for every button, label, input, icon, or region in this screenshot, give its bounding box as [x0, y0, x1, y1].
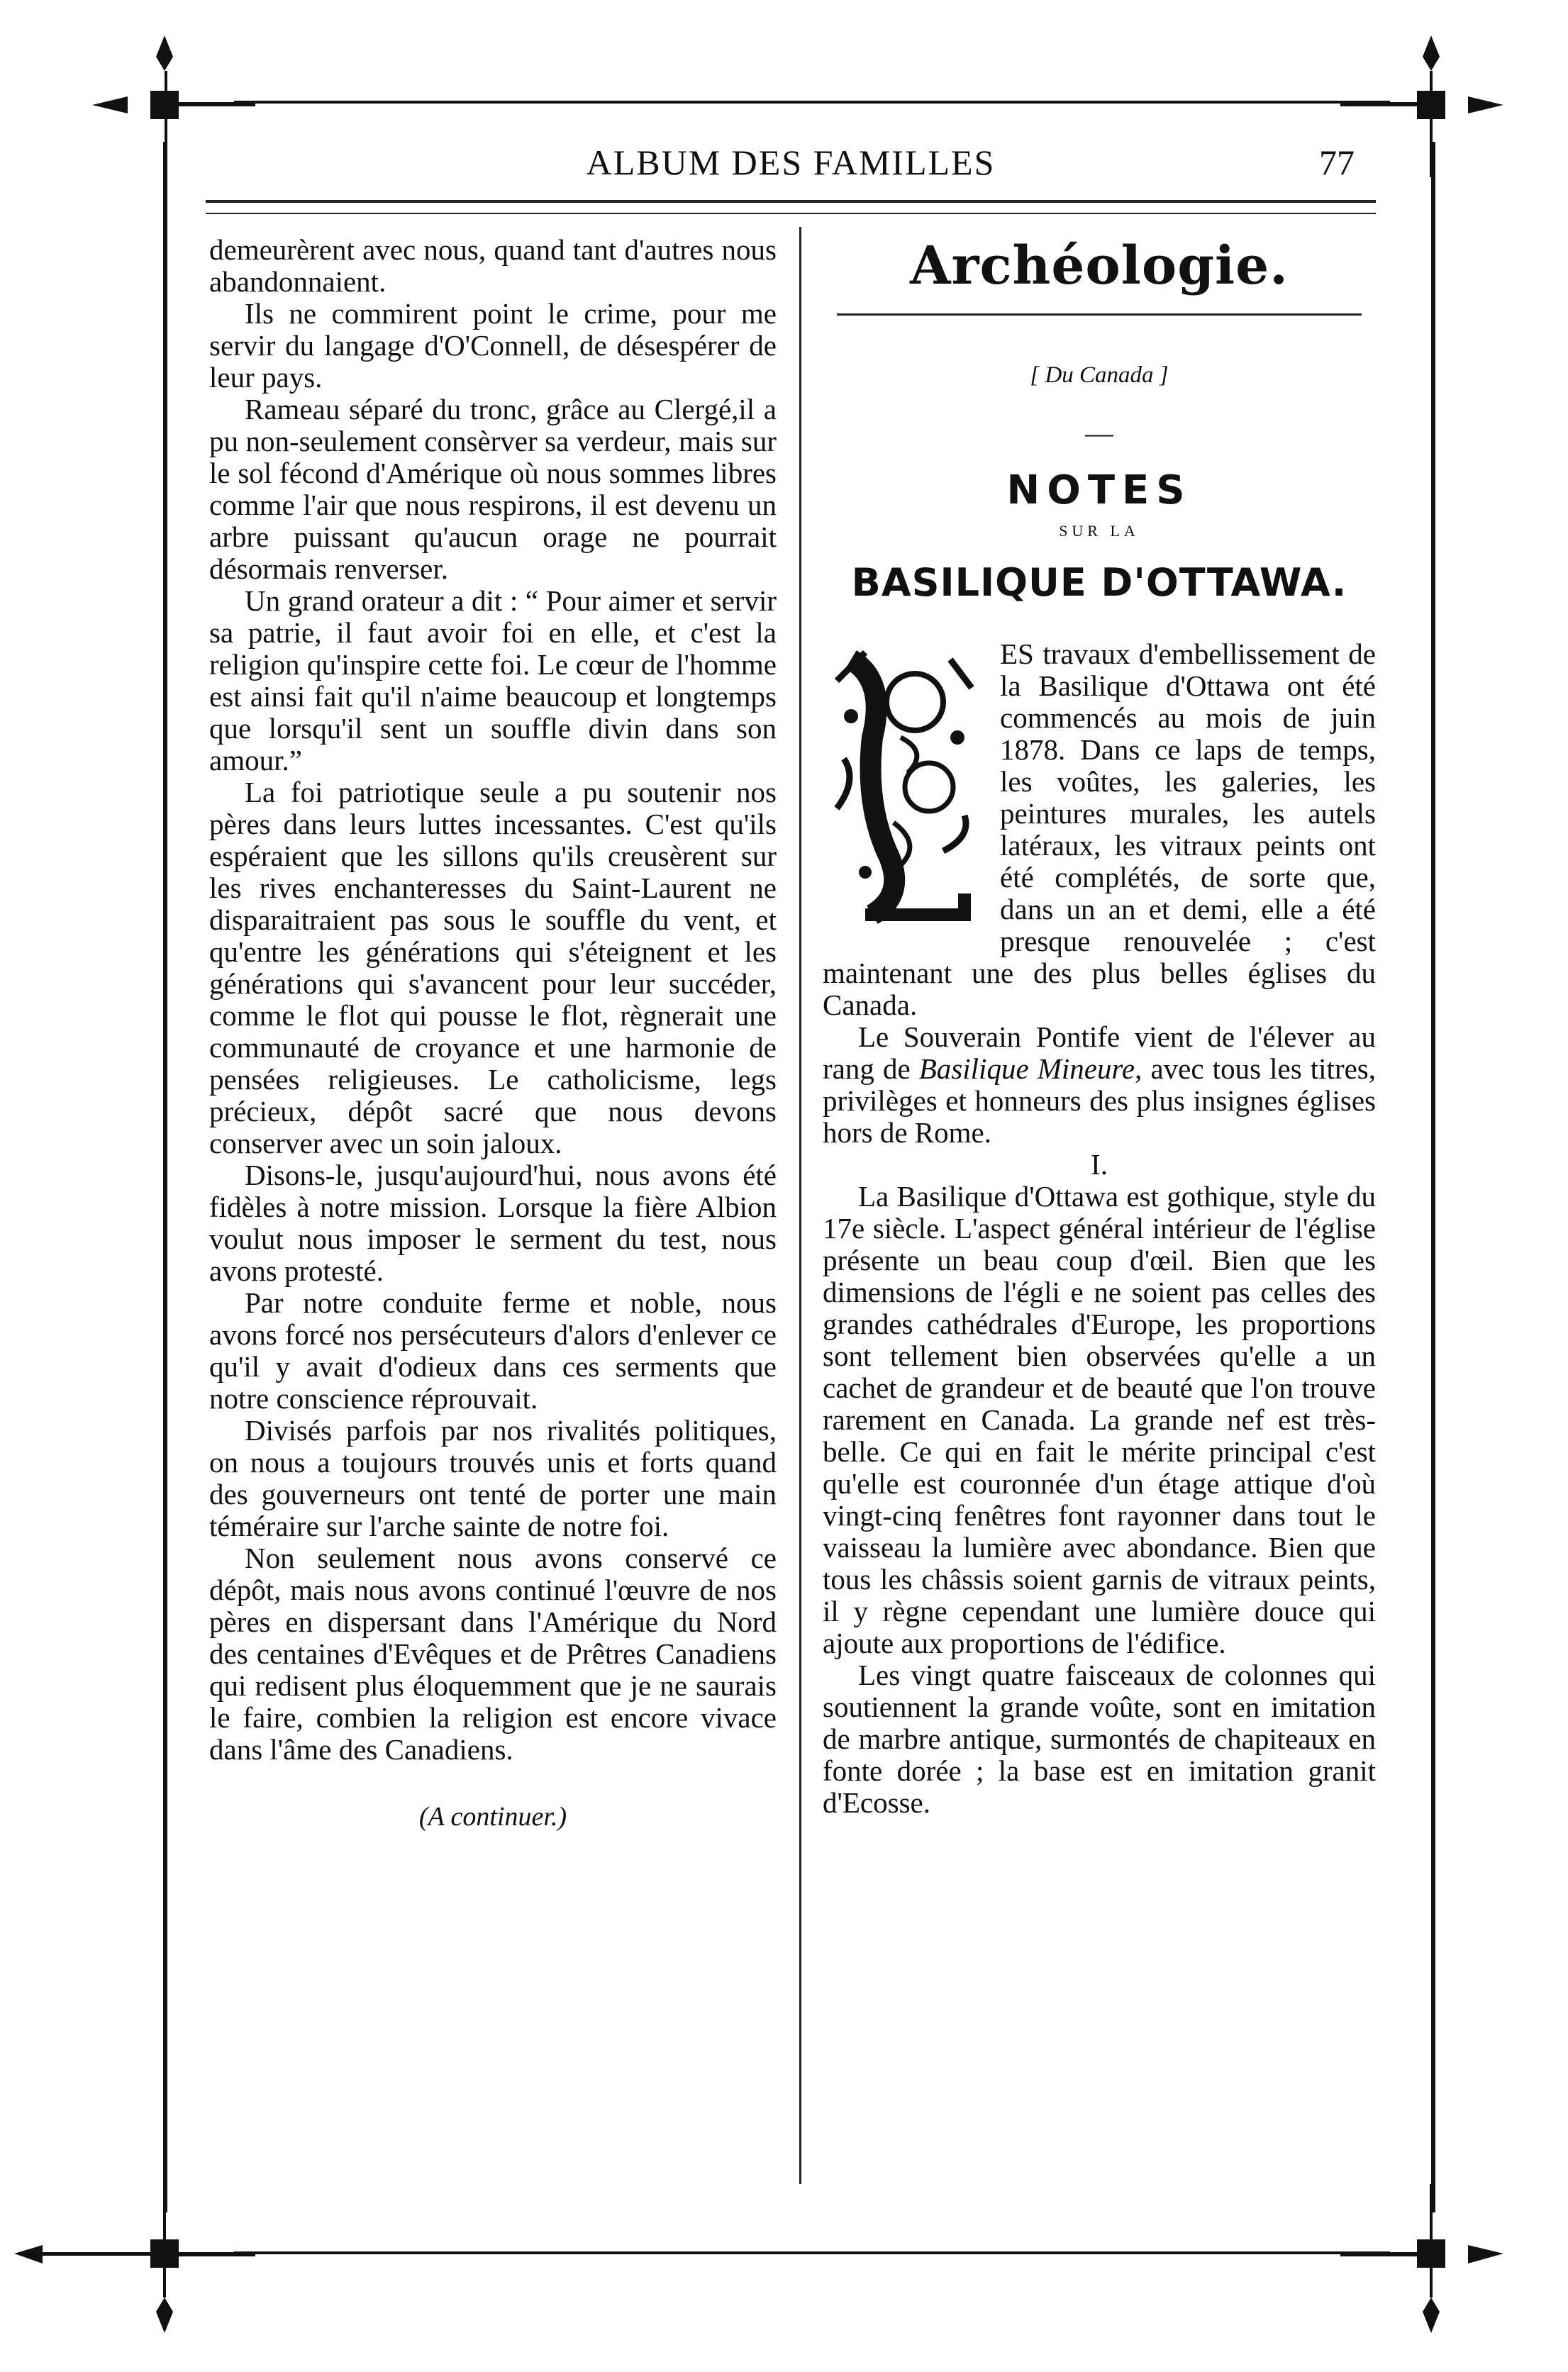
- frame-top-rule: [234, 101, 1390, 104]
- section-heading: Archéologie.: [910, 235, 1289, 296]
- ornamental-dropcap-l-image: [823, 638, 986, 929]
- section-roman-numeral: I.: [1091, 1148, 1108, 1181]
- header-rule-thin: [206, 213, 1376, 214]
- article-title: BASILIQUE D'OTTAWA.: [851, 560, 1347, 605]
- left-paragraph-6: Disons-le, jusqu'aujourd'hui, nous avons été fidèles à notre mission. Lorsque la fière Albion voulut nous imposer le serment du test, nous avons protesté.: [209, 1159, 777, 1287]
- left-paragraph-3: Rameau séparé du tronc, grâce au Clergé,il a pu non-seulement consèrver sa verdeur, mais sur le sol fécond d'Amérique où nous sommes libres comme l'air que nous respirons, il est devenu un arbre puissant qu'aucun orage ne pourrait désormais renverser.: [209, 393, 777, 585]
- frame-left-rule: [163, 142, 167, 2212]
- right-paragraph-2-start: Le Souverain Pontife vient de l'élever au rang de: [823, 1020, 1376, 1085]
- left-column: [209, 234, 777, 1833]
- left-paragraph-4: Un grand orateur a dit : “ Pour aimer et servir sa patrie, il faut avoir foi en elle, et c'est la religion qu'inspire cette foi. Le cœur de l'homme est ainsi fait qu'il n'aime beaucoup et longtemps que lorsqu'il sent un souffle divin dans son amour.”: [209, 584, 777, 776]
- separator-dash: —: [1085, 417, 1113, 449]
- section-heading-rule: [837, 313, 1362, 316]
- left-paragraph-8: Divisés parfois par nos rivalités politiques, on nous a toujours trouvés unis et forts quand des gouverneurs ont tenté de porter une main téméraire sur l'arche sainte de notre foi.: [209, 1414, 777, 1542]
- right-paragraph-2: [823, 1021, 1376, 1149]
- left-paragraph-9: Non seulement nous avons conservé ce dépôt, mais nous avons continué l'œuvre de nos pères en dispersant dans l'Amérique du Nord des centaines d'Evêques et de Prêtres Canadiens qui redisent plus éloquemment que je ne saurais le faire, combien la religion est encore vivace dans l'âme des Canadiens.: [209, 1542, 777, 1766]
- left-paragraph-5: La foi patriotique seule a pu soutenir nos pères dans leurs luttes incessantes. C'est qu'ils espéraient que les sillons qu'ils creusèrent sur les rives enchanteresses du Saint-Laurent ne disparaitraient pas sous le souffle du vent, et qu'entre les générations qui s'éteignent et les générations qui s'avancent pour leur succéder, comme le flot qui pousse le flot, règnerait une communauté de croyance et une harmonie de pensées religieuses. Le catholicisme, legs précieux, dépôt sacré que nous devons conserver avec un soin jaloux.: [209, 776, 777, 1159]
- frame-bottom-rule: [234, 2251, 1390, 2254]
- header-rule-thick: [206, 200, 1376, 203]
- intro-paragraph: ES travaux d'embellissement de la Basilique d'Ottawa ont été commencés au mois de juin 1878. Dans ce laps de temps, les voûtes, les galeries, les peintures murales, les autels latéraux, les vitraux peints ont été complétés, de sorte que, dans un an et demi, elle a été presque renouvelée ; c'est maintenant une des plus belles églises du Canada.: [823, 637, 1376, 1021]
- notes-title: NOTES: [1006, 467, 1192, 513]
- left-paragraph-1: demeurèrent avec nous, quand tant d'autres nous abandonnaient.: [209, 233, 777, 298]
- page-number: 77: [1319, 143, 1355, 182]
- column-divider: [799, 227, 801, 2184]
- page-header: [206, 142, 1376, 191]
- left-paragraph-2: Ils ne commirent point le crime, pour me servir du langage d'O'Connell, de désespérer de leur pays.: [209, 297, 777, 394]
- corner-ornament-bottom-left: [0, 2184, 255, 2340]
- right-column: [823, 234, 1376, 1819]
- sur-la-line: SUR LA: [1059, 522, 1140, 540]
- right-paragraph-2-end: , avec tous les titres, privilèges et honneurs des plus insignes églises hors de Rome.: [823, 1052, 1377, 1149]
- basilique-mineure-italic: Basilique Mineure: [918, 1052, 1135, 1085]
- intro-block: [823, 638, 1376, 1021]
- right-paragraph-4: Les vingt quatre faisceaux de colonnes qui soutiennent la grande voûte, sont en imitation de marbre antique, surmontés de chapiteaux en fonte dorée ; la base est en imitation granit d'Ecosse.: [823, 1659, 1376, 1819]
- source-citation: [ Du Canada ]: [1030, 362, 1169, 388]
- continuation-note: (A continuer.): [418, 1802, 567, 1832]
- left-paragraph-7: Par notre conduite ferme et noble, nous avons forcé nos persécuteurs d'alors d'enlever ce qu'il y avait d'odieux dans ces serments que notre conscience réprouvait.: [209, 1286, 777, 1415]
- right-paragraph-3: La Basilique d'Ottawa est gothique, style du 17e siècle. L'aspect général intérieur de l'église présente un beau coup d'œil. Bien que les dimensions de l'égli e ne soient pas celles des grandes cathédrales d'Europe, les proportions sont tellement bien observées qu'elle a un cachet de grandeur et de beauté que l'on trouve rarement en Canada. La grande nef est très-belle. Ce qui en fait le mérite principal c'est qu'elle est couronnée d'un étage attique d'où vingt-cinq fenêtres font rayonner dans tout le vaisseau la lumière avec abondance. Bien que tous les châssis soient garnis de vitraux peints, il y règne cependant une lumière douce qui ajoute aux proportions de l'édifice.: [823, 1180, 1376, 1659]
- running-title: ALBUM DES FAMILLES: [586, 143, 996, 182]
- corner-ornament-bottom-right: [1340, 2184, 1511, 2340]
- frame-right-rule: [1431, 142, 1435, 2212]
